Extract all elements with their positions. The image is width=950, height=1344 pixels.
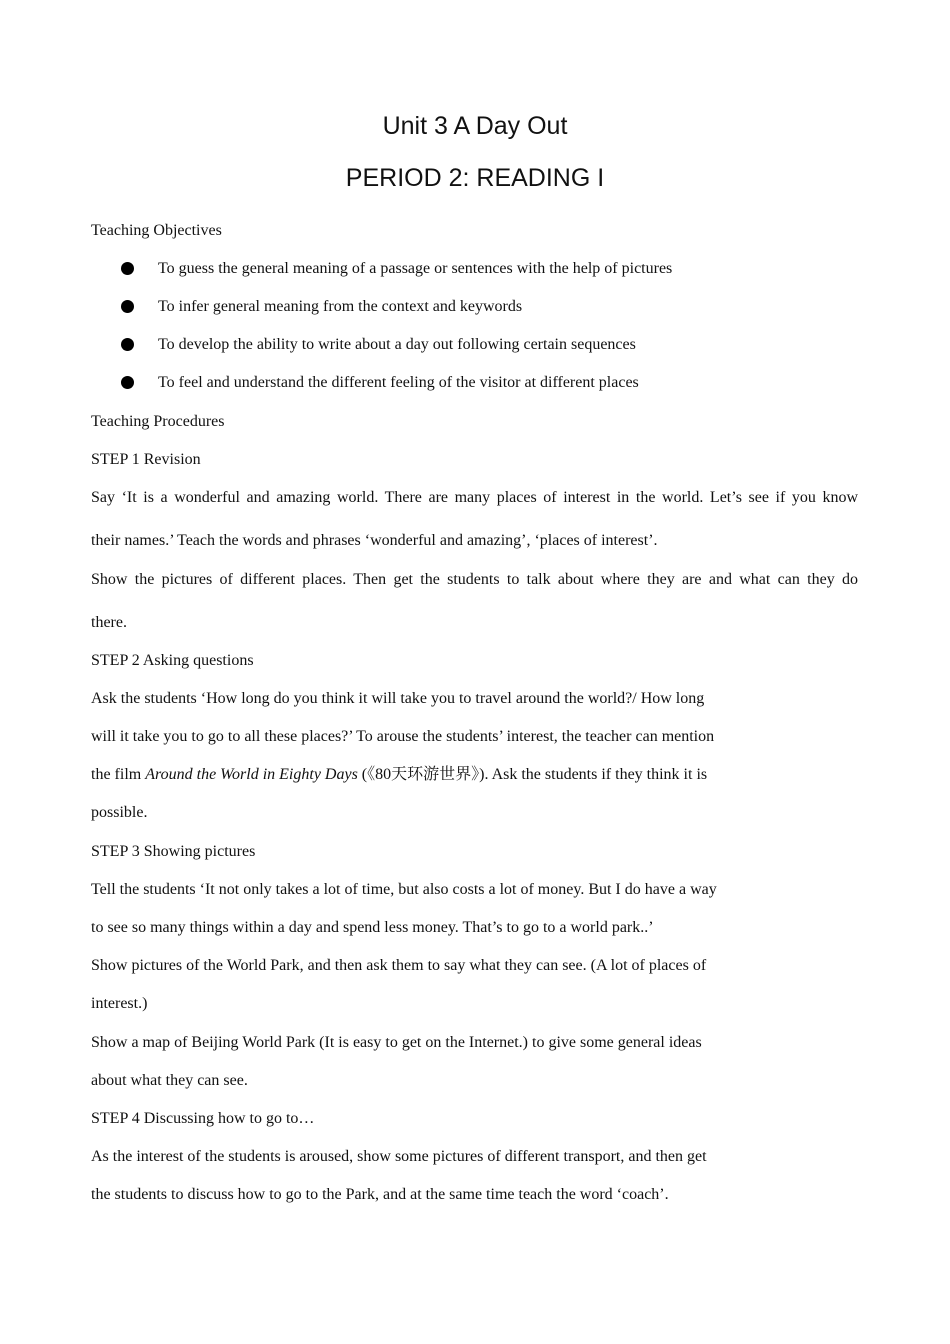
step3-heading: STEP 3 Showing pictures <box>91 843 256 860</box>
step3-paragraph-line: Show a map of Beijing World Park (It is easy to get on the Internet.) to give some general ideas <box>91 1034 702 1051</box>
step2-paragraph-line <box>91 765 707 785</box>
step4-heading: STEP 4 Discussing how to go to… <box>91 1110 315 1127</box>
step3-paragraph-line: Show pictures of the World Park, and then ask them to say what they can see. (A lot of places of <box>91 957 707 974</box>
objectives-heading: Teaching Objectives <box>91 222 222 239</box>
step1-paragraph-line: their names.’ Teach the words and phrases ‘wonderful and amazing’, ‘places of interest’. <box>91 532 658 549</box>
objective-item: To feel and understand the different feeling of the visitor at different places <box>158 374 639 391</box>
step2-heading: STEP 2 Asking questions <box>91 652 254 669</box>
bullet-icon <box>121 300 134 313</box>
film-prefix: the film <box>91 766 146 783</box>
step3-paragraph-line: to see so many things within a day and spend less money. That’s to go to a world park..’ <box>91 919 654 936</box>
step3-paragraph-line: interest.) <box>91 995 148 1012</box>
objective-item: To develop the ability to write about a day out following certain sequences <box>158 336 636 353</box>
objective-item: To guess the general meaning of a passage or sentences with the help of pictures <box>158 260 673 277</box>
film-title: Around the World in Eighty Days <box>145 766 358 783</box>
bullet-icon <box>121 376 134 389</box>
step1-paragraph-line: Show the pictures of different places. Then get the students to talk about where they are and what can they do <box>91 571 858 588</box>
step4-paragraph-line: the students to discuss how to go to the Park, and at the same time teach the word ‘coach’. <box>91 1186 669 1203</box>
procedures-heading: Teaching Procedures <box>91 413 225 430</box>
step2-paragraph-line: Ask the students ‘How long do you think it will take you to travel around the world?/ How long <box>91 690 705 707</box>
objective-item: To infer general meaning from the context and keywords <box>158 298 523 315</box>
step2-paragraph-line: will it take you to go to all these places?’ To arouse the students’ interest, the teacher can mention <box>91 728 715 745</box>
document-title: Unit 3 A Day Out <box>382 112 568 140</box>
step1-paragraph-line: Say ‘It is a wonderful and amazing world. There are many places of interest in the world. Let’s see if you know <box>91 489 858 506</box>
step1-paragraph-line: there. <box>91 614 127 631</box>
step2-paragraph-line: possible. <box>91 804 148 821</box>
bullet-icon <box>121 338 134 351</box>
bullet-icon <box>121 262 134 275</box>
step4-paragraph-line: As the interest of the students is aroused, show some pictures of different transport, and then get <box>91 1148 707 1165</box>
step1-heading: STEP 1 Revision <box>91 451 201 468</box>
film-suffix: (《80天环游世界》). Ask the students if they think it is <box>357 766 708 783</box>
step3-paragraph-line: Tell the students ‘It not only takes a lot of time, but also costs a lot of money. But I do have a way <box>91 881 717 898</box>
document-subtitle: PERIOD 2: READING I <box>345 164 605 192</box>
step3-paragraph-line: about what they can see. <box>91 1072 248 1089</box>
